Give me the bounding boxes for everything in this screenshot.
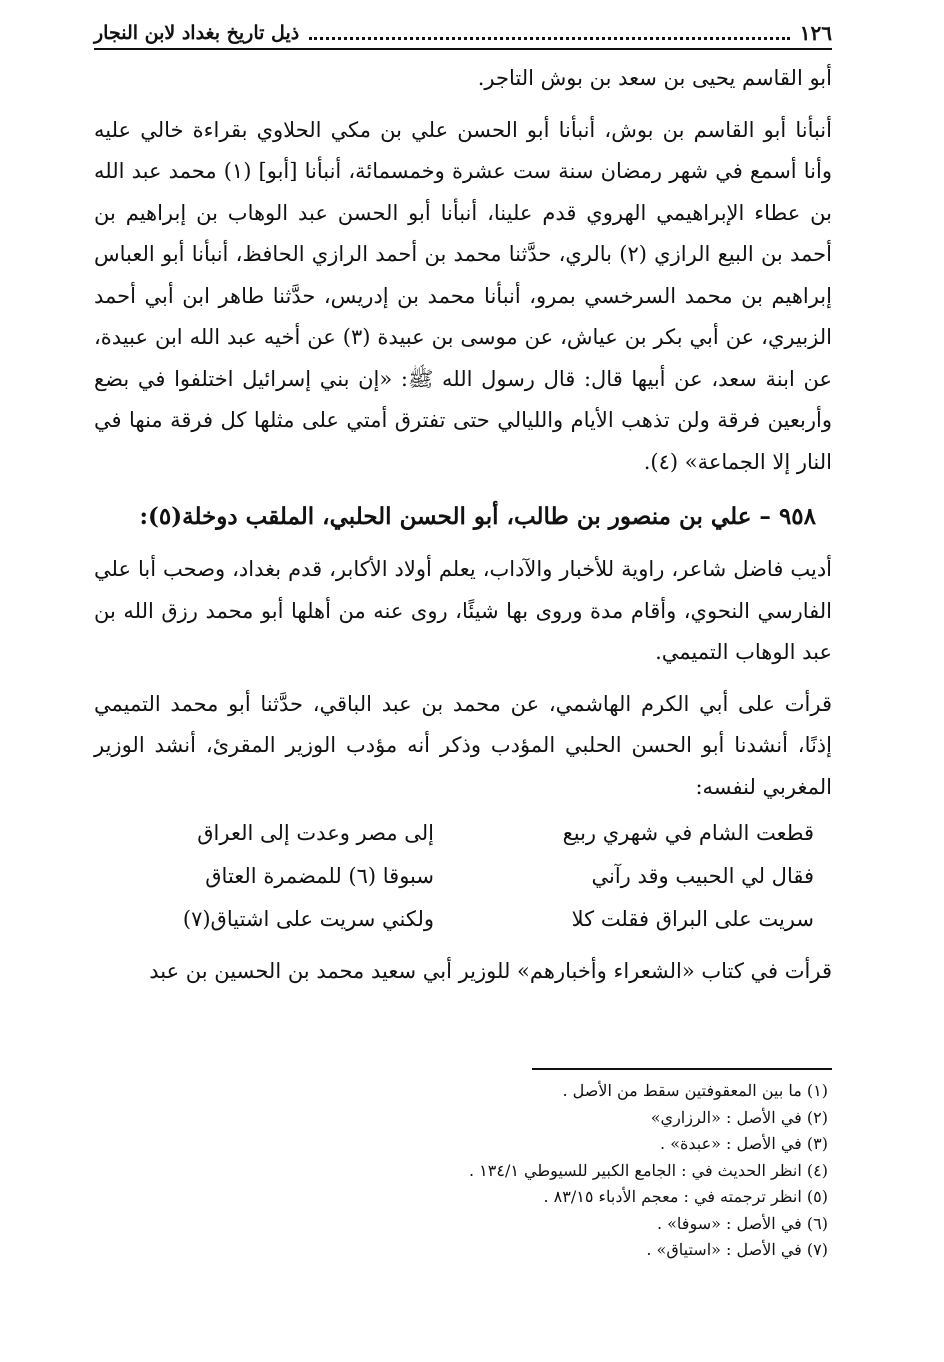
footnote-item: (٢) في الأصل : «الرزاري» <box>650 1107 828 1127</box>
verse-first-hemistich: فقال لي الحبيب وقد رآني <box>591 864 814 888</box>
verse-second-hemistich: إلى مصر وعدت إلى العراق <box>197 821 434 845</box>
footnote-item: (٧) في الأصل : «استياق» . <box>646 1240 828 1259</box>
verse-first-hemistich: قطعت الشام في شهري ربيع <box>562 821 814 845</box>
verse-second-hemistich: سبوقا (٦) للمضمرة العتاق <box>205 864 434 888</box>
footnotes <box>94 1068 832 1264</box>
main-text <box>94 58 832 993</box>
poem-verse <box>94 812 832 855</box>
narration-paragraph: قرأت على أبي الكرم الهاشمي، عن محمد بن عبد الباقي، حدَّثنا أبو محمد التميمي إذنًا، أنشدنا أبو الحسن الحلبي المؤدب وذكر أنه مؤدب الوزير المقرئ، أنشد الوزير المغربي لنفسه: <box>94 691 832 799</box>
poem-verse <box>94 898 832 941</box>
book-title: ذيل تاريخ بغداد لابن النجار <box>94 22 300 44</box>
verse-first-hemistich: سريت على البراق فقلت كلا <box>571 907 814 931</box>
closing-paragraph: قرأت في كتاب «الشعراء وأخبارهم» للوزير أبي سعيد محمد بن الحسين بن عبد <box>149 959 832 983</box>
footnote-rule <box>532 1068 832 1070</box>
entry-heading: ٩٥٨ – علي بن منصور بن طالب، أبو الحسن الحلبي، الملقب دوخلة(٥): <box>139 503 816 530</box>
verse-second-hemistich: ولكني سريت على اشتياق(٧) <box>182 907 434 931</box>
footnote-item: (٦) في الأصل : «سوفا» . <box>656 1213 828 1233</box>
footnote-item: (٤) انظر الحديث في : الجامع الكبير للسيوطي ١٣٤/١ . <box>468 1160 828 1180</box>
page-header <box>94 18 832 50</box>
footnote-item: (٥) انظر ترجمته في : معجم الأدباء ٨٣/١٥ . <box>543 1187 828 1206</box>
page-number: ١٢٦ <box>799 21 832 45</box>
footnote-item: (١) ما بين المعقوفتين سقط من الأصل . <box>562 1081 828 1100</box>
opening-line: أبو القاسم يحيى بن سعد بن بوش التاجر. <box>477 66 832 90</box>
poem-verse <box>94 855 832 898</box>
header-dotted-leader <box>309 27 790 40</box>
footnote-list <box>94 1068 832 1264</box>
hadith-paragraph: أنبأنا أبو القاسم بن بوش، أنبأنا أبو الحسن علي بن مكي الحلاوي بقراءة خالي عليه وأنا أسمع في شهر رمضان سنة ست عشرة وخمسمائة، أنبأنا [أبو] (١) محمد عبد الله بن عطاء الإبراهيمي الهروي قدم علينا، أنبأنا أبو الحسن عبد الوهاب بن إبراهيم بن أحمد بن البيع الرازي (٢) بالري، حدَّثنا محمد بن أحمد الرازي الحافظ، أنبأنا أبو العباس إبراهيم بن محمد السرخسي بمرو، أنبأنا محمد بن إدريس، حدَّثنا طاهر ابن أبي أحمد الزبيري، عن أبي بكر بن عياش، عن موسى بن عبيدة (٣) عن أخيه عبد الله ابن عبيدة، عن ابنة سعد، عن أبيها قال: قال رسول الله ﷺ: «إن بني إسرائيل اختلفوا في بضع وأربعين فرقة ولن تذهب الأيام والليالي حتى تفترق أمتي على مثلها كل فرقة منها في النار إلا الجماعة» (٤). <box>94 117 832 474</box>
biography-paragraph: أديب فاضل شاعر، راوية للأخبار والآداب، يعلم أولاد الأكابر، قدم بغداد، وصحب أبا علي الفارسي النحوي، وأقام مدة وروى بها شيئًا، روى عنه من أهلها أبو محمد رزق الله بن عبد الوهاب التميمي. <box>94 557 832 664</box>
footnote-item: (٣) في الأصل : «عبدة» . <box>660 1134 828 1153</box>
poem <box>94 812 832 941</box>
